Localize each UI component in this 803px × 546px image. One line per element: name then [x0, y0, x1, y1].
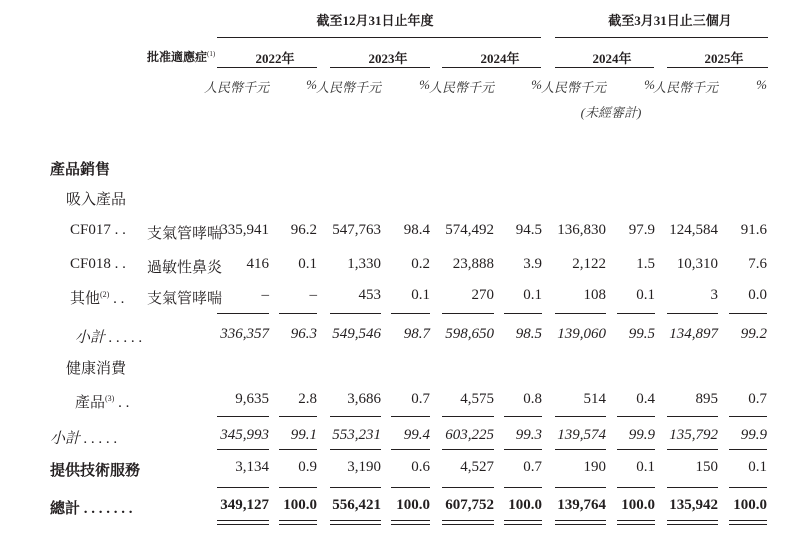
total-double-rule: [330, 520, 381, 521]
percent-cell: 0.1: [636, 287, 655, 303]
amount-cell: 574,492: [445, 222, 494, 238]
amount-cell: 603,225: [445, 427, 494, 443]
total-top-rule: [330, 487, 381, 488]
amount-cell: 553,231: [332, 427, 381, 443]
year-rule-2024: [442, 67, 541, 68]
subtotal-rule: [667, 416, 718, 417]
unit-percent-label: %: [306, 77, 317, 92]
row-label-text: CF018 . .: [70, 256, 126, 272]
row-label-leader: . .: [109, 291, 125, 307]
unit-percent-label: %: [419, 77, 430, 92]
amount-cell: 598,650: [445, 326, 494, 342]
percent-cell: 99.5: [628, 326, 655, 342]
percent-cell: 96.2: [290, 222, 317, 238]
amount-cell: 10,310: [676, 256, 718, 272]
percent-cell: 94.5: [515, 222, 542, 238]
total-double-rule: [279, 520, 317, 521]
subtotal-rule: [217, 313, 269, 314]
amount-cell: 416: [246, 256, 269, 272]
row-label-text: 小計 . . . . .: [50, 431, 118, 447]
amount-cell: 335,941: [220, 222, 269, 238]
total-double-rule: [330, 524, 381, 525]
subtotal-rule: [330, 449, 381, 450]
percent-cell: 7.6: [748, 256, 767, 272]
quarter-period-rule: [555, 37, 768, 38]
amount-cell: 23,888: [452, 256, 494, 272]
indication-header-label: 批准適應症: [147, 50, 208, 64]
amount-cell: 150: [695, 459, 718, 475]
amount-cell: 124,584: [669, 222, 718, 238]
amount-cell: 270: [471, 287, 494, 303]
amount-cell: 136,830: [557, 222, 606, 238]
row-label: [50, 497, 133, 518]
row-label: [70, 256, 126, 273]
unaudited-note: (未經審計): [580, 105, 642, 120]
row-label-text: 小計 . . . . .: [75, 330, 143, 346]
row-label: [50, 459, 140, 480]
unit-amount-label: 人民幣千元: [428, 80, 494, 95]
subtotal-rule: [729, 313, 767, 314]
unit-amount-label: 人民幣千元: [203, 80, 269, 95]
subtotal-rule: [504, 416, 542, 417]
year-rule-2023: [330, 67, 430, 68]
subtotal-rule: [442, 449, 494, 450]
total-double-rule: [667, 520, 718, 521]
row-label: [70, 287, 124, 308]
subtotal-rule: [617, 449, 655, 450]
subtotal-rule: [555, 313, 606, 314]
row-label-text: 產品: [75, 395, 106, 411]
amount-cell: 336,357: [220, 326, 269, 342]
total-double-rule: [667, 524, 718, 525]
total-double-rule: [555, 520, 606, 521]
total-double-rule: [617, 524, 655, 525]
amount-cell: 349,127: [220, 497, 269, 513]
total-top-rule: [504, 487, 542, 488]
total-double-rule: [555, 524, 606, 525]
percent-cell: 98.4: [403, 222, 430, 238]
unit-amount-label: 人民幣千元: [315, 80, 381, 95]
row-label-text: 其他: [70, 291, 101, 307]
amount-cell: 895: [695, 391, 718, 407]
total-double-rule: [217, 520, 269, 521]
percent-cell: 0.6: [411, 459, 430, 475]
percent-cell: 3.9: [523, 256, 542, 272]
percent-cell: 100.0: [283, 497, 317, 513]
total-double-rule: [279, 524, 317, 525]
amount-cell: 3,134: [235, 459, 269, 475]
subtotal-rule: [391, 313, 430, 314]
amount-cell: 139,764: [557, 497, 606, 513]
subtotal-rule: [330, 313, 381, 314]
subtotal-rule: [555, 449, 606, 450]
subtotal-rule: [667, 313, 718, 314]
year-rule-2024-q1: [555, 67, 654, 68]
total-top-rule: [279, 487, 317, 488]
subtotal-rule: [504, 313, 542, 314]
percent-cell: 99.2: [740, 326, 767, 342]
total-double-rule: [617, 520, 655, 521]
row-label-leader: . .: [114, 395, 130, 411]
subtotal-rule: [279, 313, 317, 314]
amount-cell: 139,574: [557, 427, 606, 443]
unit-percent-label: %: [644, 77, 655, 92]
total-top-rule: [729, 487, 767, 488]
amount-cell: 134,897: [669, 326, 718, 342]
percent-cell: 0.1: [411, 287, 430, 303]
subtotal-rule: [391, 416, 430, 417]
percent-cell: 0.9: [298, 459, 317, 475]
percent-cell: 99.9: [628, 427, 655, 443]
percent-cell: 98.5: [515, 326, 542, 342]
percent-cell: 100.0: [733, 497, 767, 513]
total-double-rule: [391, 524, 430, 525]
percent-cell: 0.1: [298, 256, 317, 272]
amount-cell: 108: [583, 287, 606, 303]
total-double-rule: [442, 524, 494, 525]
row-label: [75, 391, 129, 412]
subtotal-rule: [391, 449, 430, 450]
row-indication: 支氣管哮喘: [147, 226, 223, 242]
subtotal-rule: [217, 449, 269, 450]
row-label: [50, 427, 118, 448]
row-label-text: 提供技術服務: [50, 463, 141, 479]
year-rule-2025-q1: [667, 67, 768, 68]
subtotal-rule: [729, 449, 767, 450]
total-double-rule: [217, 524, 269, 525]
percent-cell: 99.4: [403, 427, 430, 443]
unit-amount-label: 人民幣千元: [652, 80, 718, 95]
total-double-rule: [504, 520, 542, 521]
amount-cell: –: [261, 287, 269, 303]
subtotal-rule: [504, 449, 542, 450]
quarter-period-header: 截至3月31日止三個月: [608, 13, 732, 28]
percent-cell: 98.7: [403, 326, 430, 342]
year-rule-2022: [217, 67, 317, 68]
percent-cell: 0.7: [748, 391, 767, 407]
row-label-note: (2): [100, 290, 110, 299]
amount-cell: 190: [583, 459, 606, 475]
percent-cell: 91.6: [740, 222, 767, 238]
total-double-rule: [442, 520, 494, 521]
total-double-rule: [729, 524, 767, 525]
unit-percent-label: %: [531, 77, 542, 92]
subtotal-rule: [279, 416, 317, 417]
subtotal-rule: [617, 416, 655, 417]
indication-column-header: [147, 48, 215, 65]
percent-cell: 0.7: [411, 391, 430, 407]
percent-cell: –: [309, 287, 317, 303]
amount-cell: 547,763: [332, 222, 381, 238]
percent-cell: 0.1: [748, 459, 767, 475]
subtotal-rule: [667, 449, 718, 450]
total-double-rule: [504, 524, 542, 525]
subtotal-rule: [442, 313, 494, 314]
row-indication: 過敏性鼻炎: [147, 260, 223, 276]
year-header-2024: 2024年: [480, 51, 520, 66]
amount-cell: 135,792: [669, 427, 718, 443]
annual-period-header: 截至12月31日止年度: [316, 13, 434, 28]
percent-cell: 100.0: [508, 497, 542, 513]
row-label: [70, 222, 126, 239]
total-double-rule: [729, 520, 767, 521]
percent-cell: 1.5: [636, 256, 655, 272]
total-top-rule: [617, 487, 655, 488]
amount-cell: 135,942: [669, 497, 718, 513]
subtotal-rule: [217, 416, 269, 417]
amount-cell: 3: [710, 287, 718, 303]
total-top-rule: [391, 487, 430, 488]
percent-cell: 97.9: [628, 222, 655, 238]
subtotal-rule: [729, 416, 767, 417]
percent-cell: 96.3: [290, 326, 317, 342]
row-label: [50, 158, 110, 179]
percent-cell: 0.1: [523, 287, 542, 303]
row-label-text: 吸入產品: [66, 192, 127, 208]
amount-cell: 4,575: [460, 391, 494, 407]
subtotal-rule: [279, 449, 317, 450]
subtotal-rule: [330, 416, 381, 417]
amount-cell: 9,635: [235, 391, 269, 407]
total-top-rule: [217, 487, 269, 488]
subtotal-rule: [442, 416, 494, 417]
amount-cell: 4,527: [460, 459, 494, 475]
total-top-rule: [667, 487, 718, 488]
percent-cell: 100.0: [396, 497, 430, 513]
row-label-text: 健康消費: [66, 361, 127, 377]
indication-header-note: (1): [207, 50, 216, 58]
amount-cell: 549,546: [332, 326, 381, 342]
row-label-text: CF017 . .: [70, 222, 126, 238]
row-label-text: 產品銷售: [50, 162, 111, 178]
subtotal-rule: [617, 313, 655, 314]
percent-cell: 99.3: [515, 427, 542, 443]
percent-cell: 0.1: [636, 459, 655, 475]
total-top-rule: [442, 487, 494, 488]
unit-percent-label: %: [756, 77, 767, 92]
year-header-2023: 2023年: [368, 51, 408, 66]
percent-cell: 0.4: [636, 391, 655, 407]
percent-cell: 0.8: [523, 391, 542, 407]
row-label: [66, 188, 126, 209]
amount-cell: 453: [358, 287, 381, 303]
row-label-note: (3): [105, 394, 115, 403]
amount-cell: 139,060: [557, 326, 606, 342]
unit-amount-label: 人民幣千元: [540, 80, 606, 95]
total-double-rule: [391, 520, 430, 521]
amount-cell: 3,686: [347, 391, 381, 407]
subtotal-rule: [555, 416, 606, 417]
annual-period-rule: [217, 37, 541, 38]
amount-cell: 345,993: [220, 427, 269, 443]
amount-cell: 607,752: [445, 497, 494, 513]
amount-cell: 556,421: [332, 497, 381, 513]
year-header-2022: 2022年: [255, 51, 295, 66]
percent-cell: 2.8: [298, 391, 317, 407]
percent-cell: 0.2: [411, 256, 430, 272]
amount-cell: 2,122: [572, 256, 606, 272]
total-top-rule: [555, 487, 606, 488]
percent-cell: 99.1: [290, 427, 317, 443]
amount-cell: 514: [583, 391, 606, 407]
year-header-2025-q1: 2025年: [704, 51, 744, 66]
row-label: [75, 326, 143, 347]
percent-cell: 100.0: [621, 497, 655, 513]
percent-cell: 0.0: [748, 287, 767, 303]
percent-cell: 99.9: [740, 427, 767, 443]
row-label: [66, 357, 126, 378]
row-label-text: 總計 . . . . . . .: [50, 501, 133, 517]
row-indication: 支氣管哮喘: [147, 291, 223, 307]
year-header-2024-q1: 2024年: [592, 51, 632, 66]
amount-cell: 1,330: [347, 256, 381, 272]
percent-cell: 0.7: [523, 459, 542, 475]
amount-cell: 3,190: [347, 459, 381, 475]
